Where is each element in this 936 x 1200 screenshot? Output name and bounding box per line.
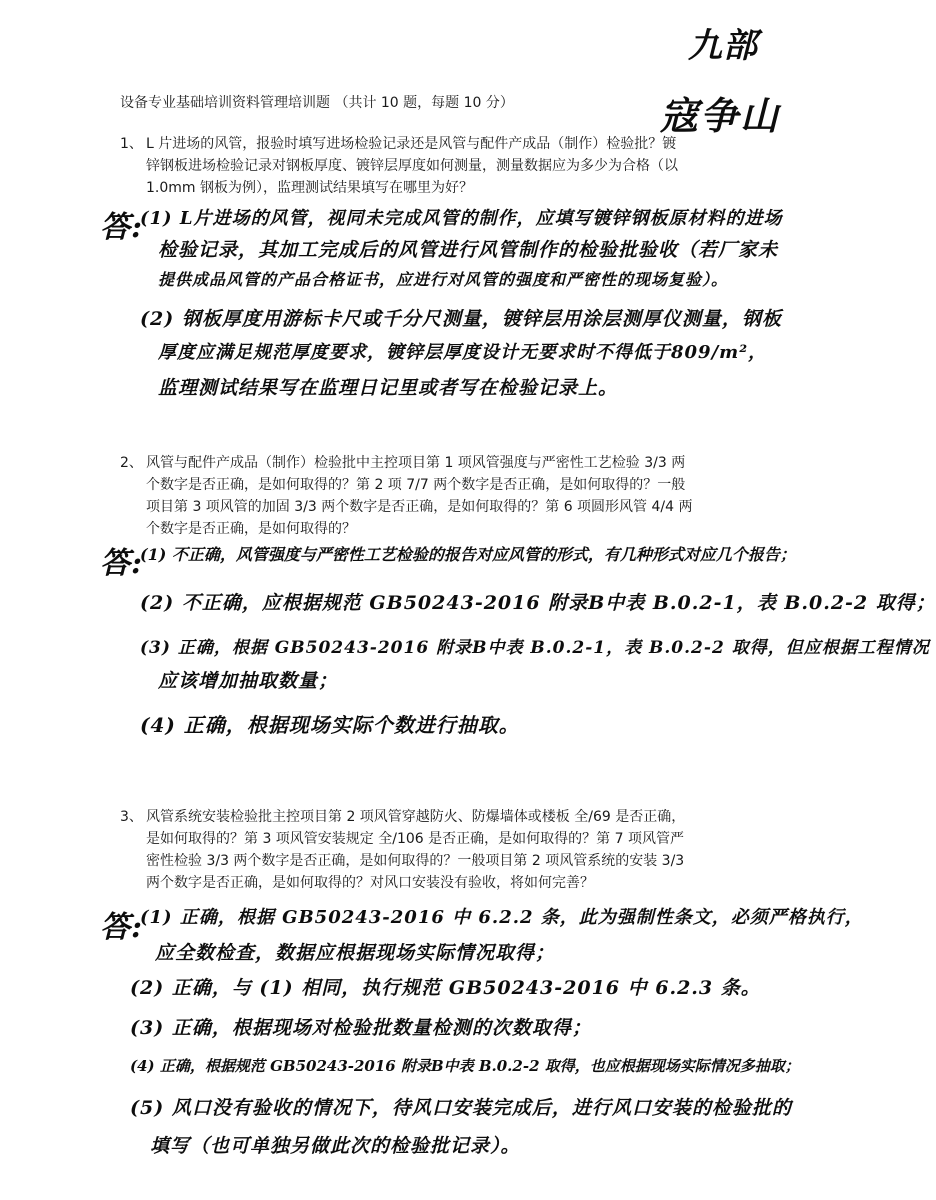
- question-1-line-3: 1.0mm 钢板为例），监理测试结果填写在哪里为好？: [146, 180, 473, 196]
- answer-3-line-3: (2) 正确，与 (1) 相同，执行规范 GB50243-2016 中 6.2.3 条。: [130, 977, 761, 999]
- answer-3-line-1: (1) 正确，根据 GB50243-2016 中 6.2.2 条，此为强制性条文，必须严格执行，: [140, 907, 864, 928]
- signature-handwriting: 寇争山: [660, 93, 781, 138]
- answer-1-line-5: 厚度应满足规范厚度要求，镀锌层厚度设计无要求时不得低于809/m²，: [158, 342, 768, 363]
- answer-2-line-3: (3) 正确，根据 GB50243-2016 附录B中表 B.0.2-1，表 B.0.2-2 取得，但应根据工程情况: [140, 638, 930, 658]
- answer-3-mark: 答:: [100, 910, 144, 945]
- question-2-line-3: 项目第 3 项风管的加固 3/3 两个数字是否正确，是如何取得的？第 6 项圆形风管 4/4 两: [146, 499, 693, 515]
- question-2-line-2: 个数字是否正确，是如何取得的？第 2 项 7/7 两个数字是否正确，是如何取得的？一般: [146, 477, 686, 493]
- question-1-line-1: 1、 L 片进场的风管，报验时填写进场检验记录还是风管与配件产成品（制作）检验批？镀: [120, 133, 760, 155]
- question-3-line-1: 3、 风管系统安装检验批主控项目第 2 项风管穿越防火、防爆墙体或楼板 全/69 是否正确，: [120, 806, 780, 828]
- document-title: 设备专业基础培训资料管理培训题 （共计 10 题，每题 10 分）: [120, 95, 514, 111]
- answer-1-line-3: 提供成品风管的产品合格证书，应进行对风管的强度和严密性的现场复验）。: [158, 270, 729, 289]
- question-3-line-4: 两个数字是否正确，是如何取得的？对风口安装没有验收，将如何完善？: [146, 875, 594, 891]
- question-2-line-4: 个数字是否正确，是如何取得的？: [146, 521, 356, 537]
- answer-1-mark: 答:: [100, 210, 144, 245]
- answer-2-line-1: (1) 不正确，风管强度与严密性工艺检验的报告对应风管的形式，有几种形式对应几个报告；: [140, 545, 796, 564]
- answer-2-line-4: 应该增加抽取数量；: [158, 670, 339, 692]
- department-handwriting: 九部: [688, 26, 758, 66]
- question-3-number: 3、: [120, 809, 143, 825]
- question-3-line-2: 是如何取得的？第 3 项风管安装规定 全/106 是否正确，是如何取得的？第 7 项风管严: [146, 831, 684, 847]
- answer-3-line-4: (3) 正确，根据现场对检验批数量检测的次数取得；: [130, 1017, 592, 1039]
- answer-3-line-6: (5) 风口没有验收的情况下，待风口安装完成后，进行风口安装的检验批的: [130, 1097, 792, 1119]
- question-3: [120, 806, 780, 894]
- answer-1-line-2: 检验记录，其加工完成后的风管进行风管制作的检验批验收（若厂家未: [158, 239, 779, 261]
- answer-1-line-6: 监理测试结果写在监理日记里或者写在检验记录上。: [158, 377, 619, 399]
- question-1-number: 1、: [120, 136, 143, 152]
- answer-2-mark: 答:: [100, 546, 144, 581]
- question-1: [120, 133, 760, 199]
- answer-2-line-5: (4) 正确，根据现场实际个数进行抽取。: [140, 713, 520, 737]
- question-3-line-3: 密性检验 3/3 两个数字是否正确，是如何取得的？一般项目第 2 项风管系统的安装 3/3: [146, 853, 685, 869]
- answer-3-line-5: (4) 正确，根据规范 GB50243-2016 附录B中表 B.0.2-2 取得，也应根据现场实际情况多抽取；: [130, 1057, 800, 1075]
- question-2-number: 2、: [120, 455, 143, 471]
- answer-1-line-4: (2) 钢板厚度用游标卡尺或千分尺测量，镀锌层用涂层测厚仪测量，钢板: [140, 308, 782, 330]
- question-2: [120, 452, 760, 540]
- answer-3-line-2: 应全数检查，数据应根据现场实际情况取得；: [155, 942, 556, 964]
- question-1-line-2: 锌钢板进场检验记录对钢板厚度、镀锌层厚度如何测量，测量数据应为多少为合格（以: [146, 158, 678, 174]
- answer-3-line-7: 填写（也可单独另做此次的检验批记录）。: [150, 1135, 521, 1157]
- answer-2-line-2: (2) 不正确，应根据规范 GB50243-2016 附录B中表 B.0.2-1，表 B.0.2-2 取得；: [140, 592, 936, 614]
- answer-1-line-1: (1) L片进场的风管，视同未完成风管的制作，应填写镀锌钢板原材料的进场: [140, 208, 783, 229]
- question-2-line-1: 2、 风管与配件产成品（制作）检验批中主控项目第 1 项风管强度与严密性工艺检验 3/3 两: [120, 452, 760, 474]
